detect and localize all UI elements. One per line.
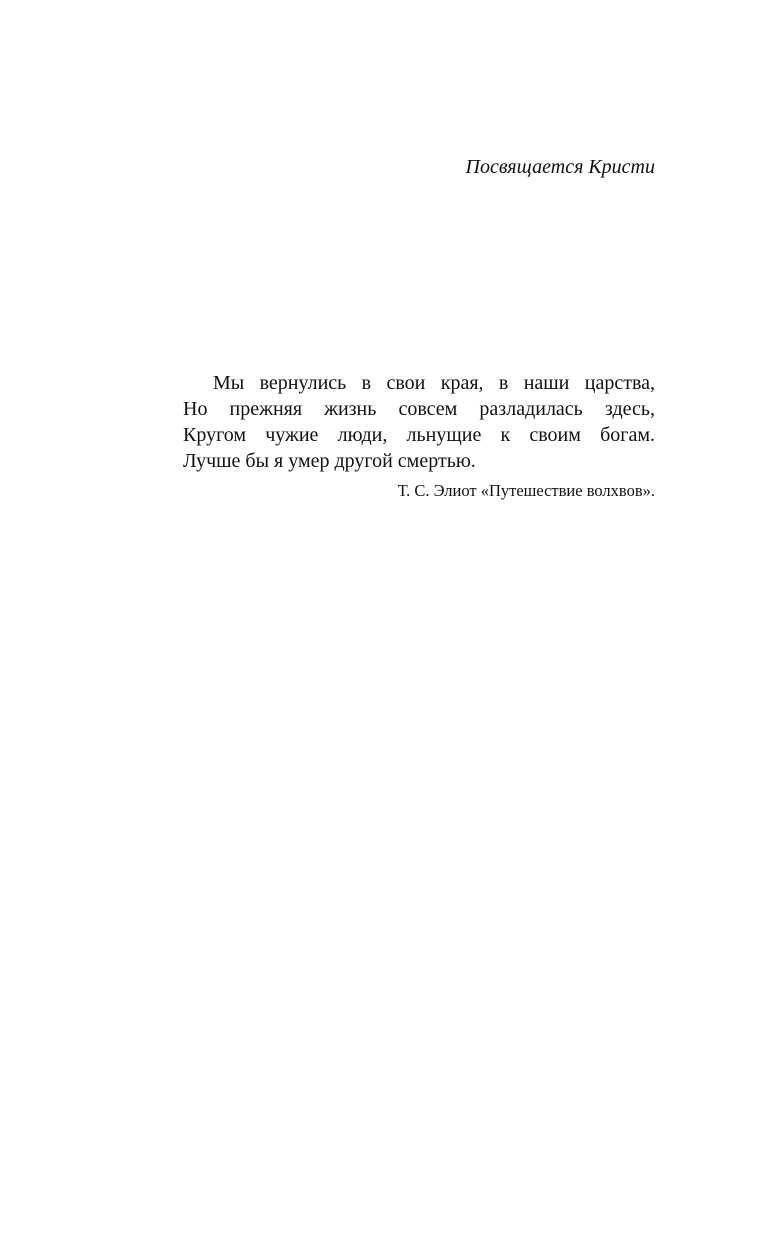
verse-line-3: Кругом чужие люди, льнущие к своим богам. <box>183 424 655 446</box>
verse-line-1: Мы вернулись в свои края, в наши царства, <box>213 372 655 394</box>
epigraph-verse <box>183 370 655 474</box>
verse-line-4: Лучше бы я умер другой смертью. <box>183 450 476 472</box>
epigraph <box>183 370 655 502</box>
dedication: Посвящается Кристи <box>465 156 655 178</box>
epigraph-attribution: Т. С. Элиот «Путешествие волхвов». <box>397 481 655 500</box>
verse-line-2: Но прежняя жизнь совсем разладилась здесь, <box>183 398 655 420</box>
